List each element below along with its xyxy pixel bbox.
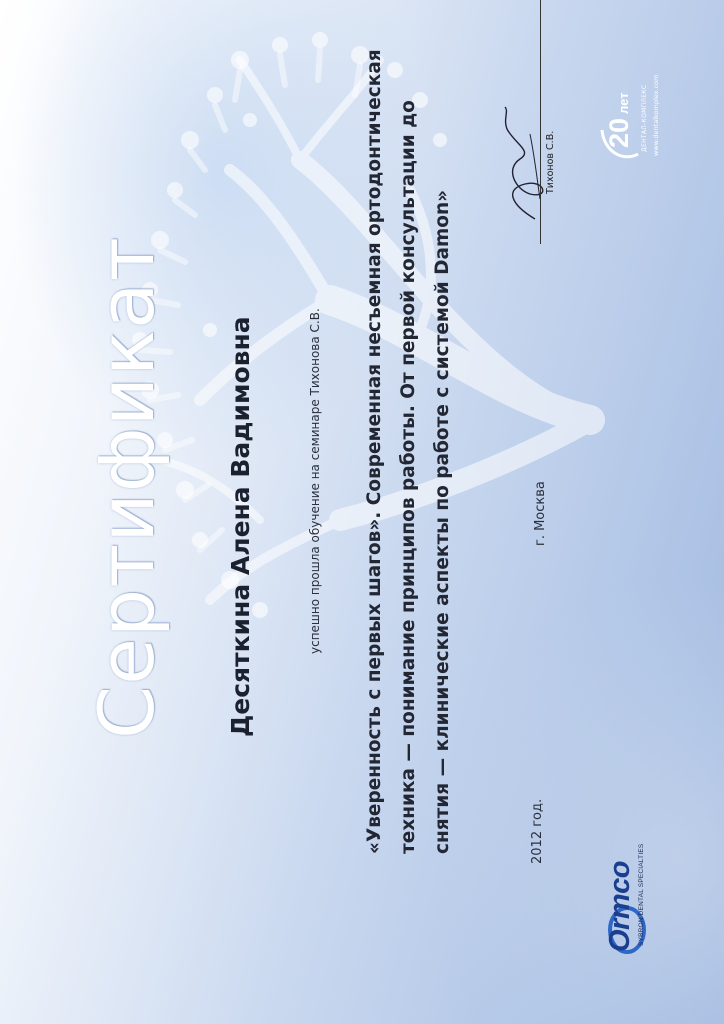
certificate-title: Сертификат [82, 236, 171, 739]
seminar-title: «Уверенность с первых шагов». Современная несъемная ортодонтическая техника — понимание принципов работы. От первой консультации до снятия — клинические аспекты по работе с системой Damon» [364, 49, 453, 854]
recipient-name: Десяткина Алена Вадимовна [226, 316, 255, 737]
anniversary-number: 20 [604, 117, 634, 148]
issue-city: г. Москва [533, 481, 548, 546]
completion-text: успешно прошла обучение на семинаре Тихонова С.В. [308, 308, 322, 654]
anniversary-company: ДЕНТАЛ-КОМПЛЕКС [641, 84, 648, 152]
signatory-name: Тихонов С.В. [545, 130, 556, 194]
ormco-logo-text: Ormco [604, 861, 636, 952]
anniversary-word: лет [616, 92, 631, 114]
signature-line [540, 0, 541, 244]
anniversary-url: www.dentalkomplex.com [652, 74, 660, 156]
issue-year: 2012 год. [530, 798, 545, 864]
ormco-tagline: SYBRON DENTAL SPECIALTIES [638, 843, 645, 946]
